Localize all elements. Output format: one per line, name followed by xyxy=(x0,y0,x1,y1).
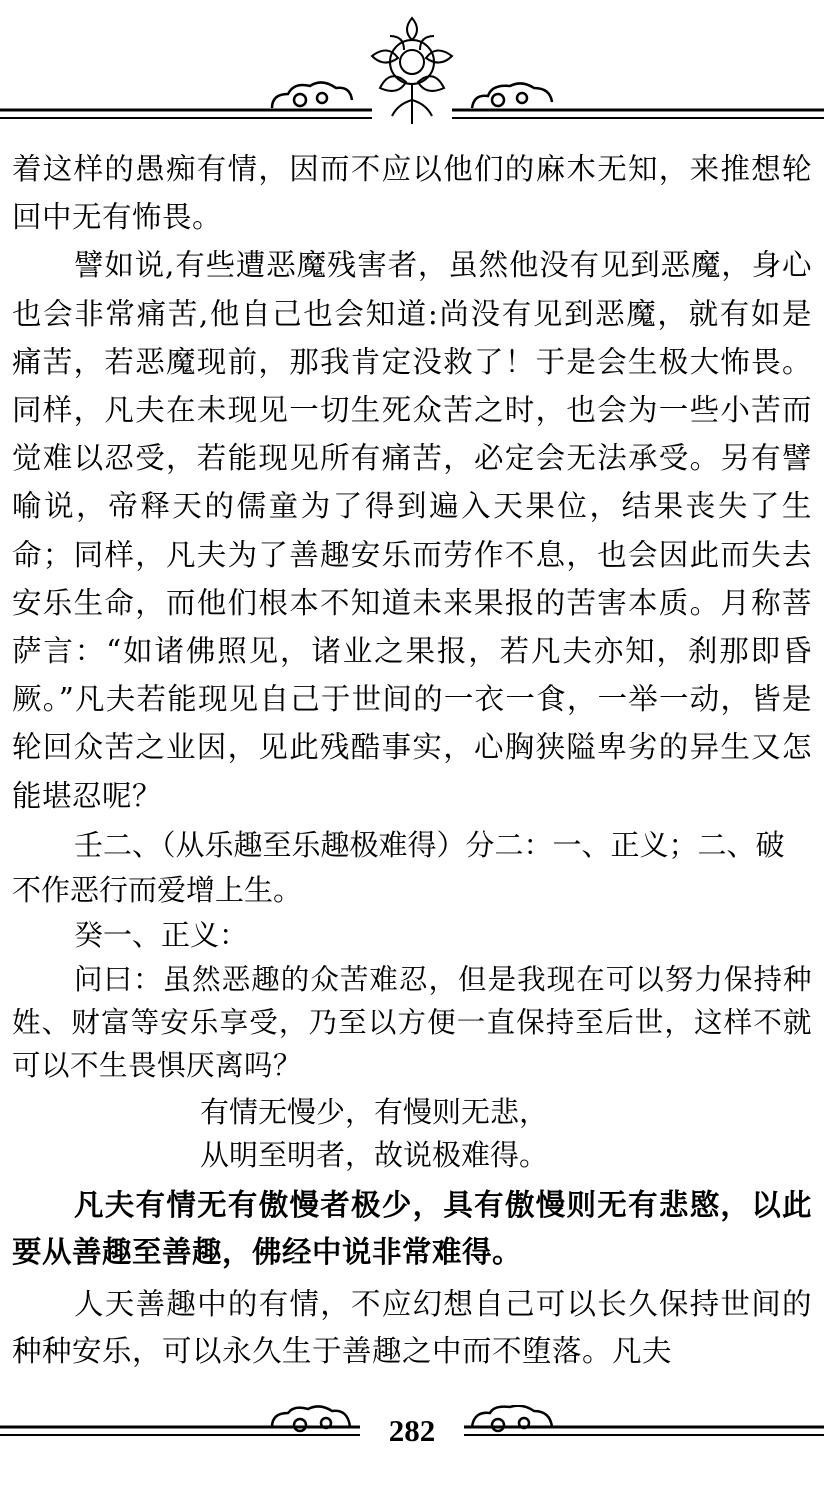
cloud-right-icon xyxy=(472,83,552,108)
flower-ornament-icon xyxy=(372,18,452,124)
verse-block xyxy=(12,1091,812,1177)
last-paragraph: 人天善趣中的有情，不应幻想自己可以长久保持世间的种种安乐，可以永久生于善趣之中而不堕落。凡夫 xyxy=(12,1286,812,1368)
page-number: 282 xyxy=(388,1413,436,1448)
question-paragraph: 问曰：虽然恶趣的众苦难忍，但是我现在可以努力保持种姓、财富等安乐享受，乃至以方便一直保持至后世，这样不就可以不生畏惧厌离吗？ xyxy=(12,962,812,1082)
paragraph-2: 譬如说,有些遭恶魔残害者，虽然他没有见到恶魔，身心也会非常痛苦,他自己也会知道:尚没有见到恶魔，就有如是痛苦，若恶魔现前，那我肯定没救了！于是会生极大怖畏。同样，凡夫在未现见一切生死众苦之时，也会为一些小苦而觉难以忍受，若能现见所有痛苦，必定会无法承受。另有譬喻说，帝释天的儒童为了得到遍入天果位，结果丧失了生命；同样，凡夫为了善趣安乐而劳作不息，也会因此而失去安乐生命，而他们根本不知道未来果报的苦害本质。月称菩萨言：“如诸佛照见，诸业之果报，若凡夫亦知，刹那即昏厥。”凡夫若能现见自己于世间的一衣一食，一举一动，皆是轮回众苦之业因，见此残酷事实，心胸狭隘卑劣的异生又怎能堪忍呢？ xyxy=(12,248,812,813)
page-content xyxy=(12,145,812,1375)
header-ornament xyxy=(0,0,824,130)
section-heading: 壬二、（从乐趣至乐趣极难得）分二：一、正义；二、破不作恶行而爱增上生。 xyxy=(12,827,785,907)
verse-line-2: 从明至明者，故说极难得。 xyxy=(200,1137,549,1172)
subsection-heading: 癸一、正义： xyxy=(74,917,249,952)
paragraph-1: 着这样的愚痴有情，因而不应以他们的麻木无知，来推想轮回中无有怖畏。 xyxy=(12,152,812,235)
verse-explanation: 凡夫有情无有傲慢者极少，具有傲慢则无有悲愍，以此要从善趣至善趣，佛经中说非常难得。 xyxy=(12,1186,812,1269)
verse-line-1: 有情无慢少，有慢则无悲， xyxy=(200,1094,549,1129)
cloud-left-icon xyxy=(272,82,352,108)
